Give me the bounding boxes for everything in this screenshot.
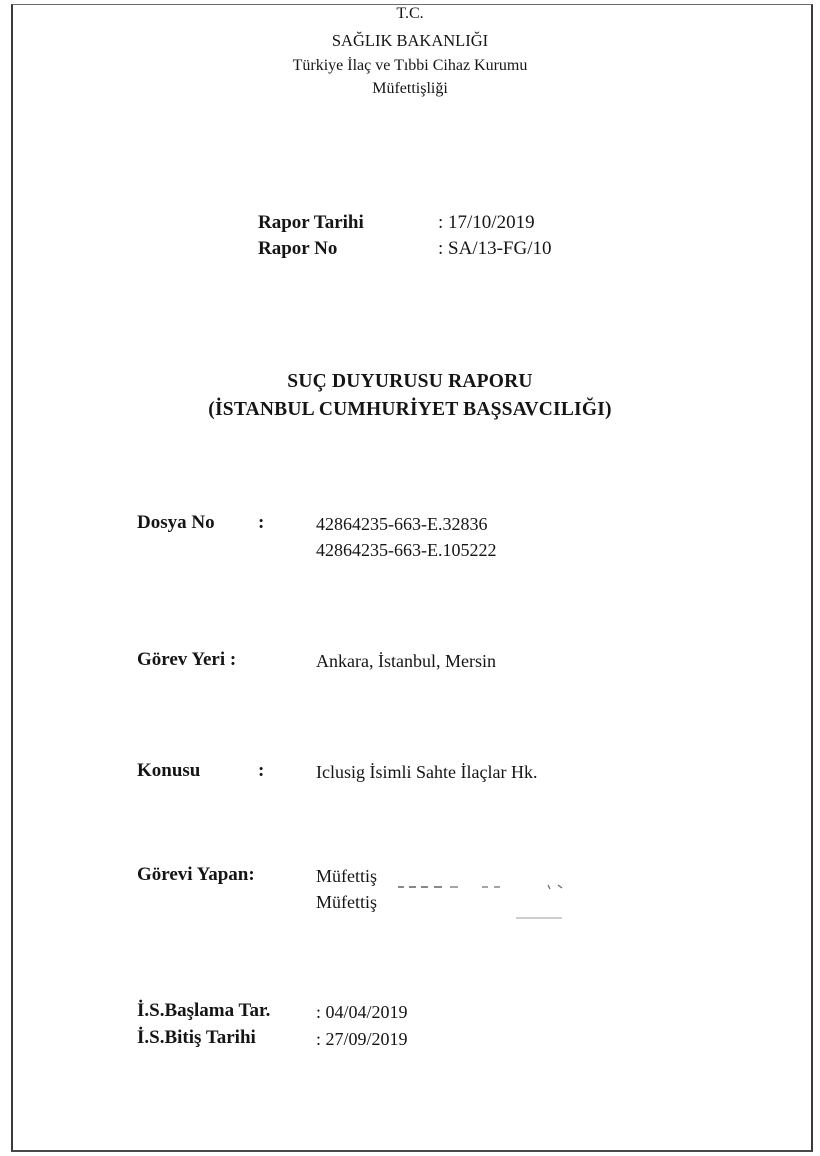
file-number-colon: : xyxy=(258,512,265,533)
report-title: SUÇ DUYURUSU RAPORU xyxy=(287,371,533,392)
redacted-name-1 xyxy=(398,877,568,883)
officer-2: Müfettiş xyxy=(316,892,377,912)
report-date-value: : 17/10/2019 xyxy=(438,212,535,233)
file-number-2: 42864235-663-E.105222 xyxy=(316,540,497,560)
redaction-marks-icon xyxy=(398,884,568,890)
start-date-value: : 04/04/2019 xyxy=(316,1002,408,1022)
file-number-label: Dosya No xyxy=(137,512,215,533)
end-date-value: : 27/09/2019 xyxy=(316,1029,408,1049)
report-number-label: Rapor No xyxy=(258,238,338,259)
officer-1: Müfettiş xyxy=(316,866,377,886)
header-inspectorate: Müfettişliği xyxy=(372,80,448,97)
report-date-label: Rapor Tarihi xyxy=(258,212,364,233)
subject-value: Iclusig İsimli Sahte İlaçlar Hk. xyxy=(316,762,538,782)
header-tc: T.C. xyxy=(396,5,424,22)
header-agency: Türkiye İlaç ve Tıbbi Cihaz Kurumu xyxy=(292,57,528,74)
document-page xyxy=(11,4,813,1152)
location-label: Görev Yeri : xyxy=(137,649,237,670)
report-title-recipient: (İSTANBUL CUMHURİYET BAŞSAVCILIĞI) xyxy=(208,399,612,420)
header-ministry: SAĞLIK BAKANLIĞI xyxy=(331,31,489,50)
officer-label: Görevi Yapan: xyxy=(137,864,255,885)
location-value: Ankara, İstanbul, Mersin xyxy=(316,651,496,671)
subject-colon: : xyxy=(258,760,265,781)
subject-label: Konusu xyxy=(137,760,201,781)
report-number-value: : SA/13-FG/10 xyxy=(438,238,552,259)
redacted-name-2 xyxy=(516,907,566,911)
end-date-label: İ.S.Bitiş Tarihi xyxy=(137,1027,256,1048)
redaction-line-icon xyxy=(516,916,566,920)
start-date-label: İ.S.Başlama Tar. xyxy=(137,1000,271,1021)
file-number-1: 42864235-663-E.32836 xyxy=(316,514,488,534)
